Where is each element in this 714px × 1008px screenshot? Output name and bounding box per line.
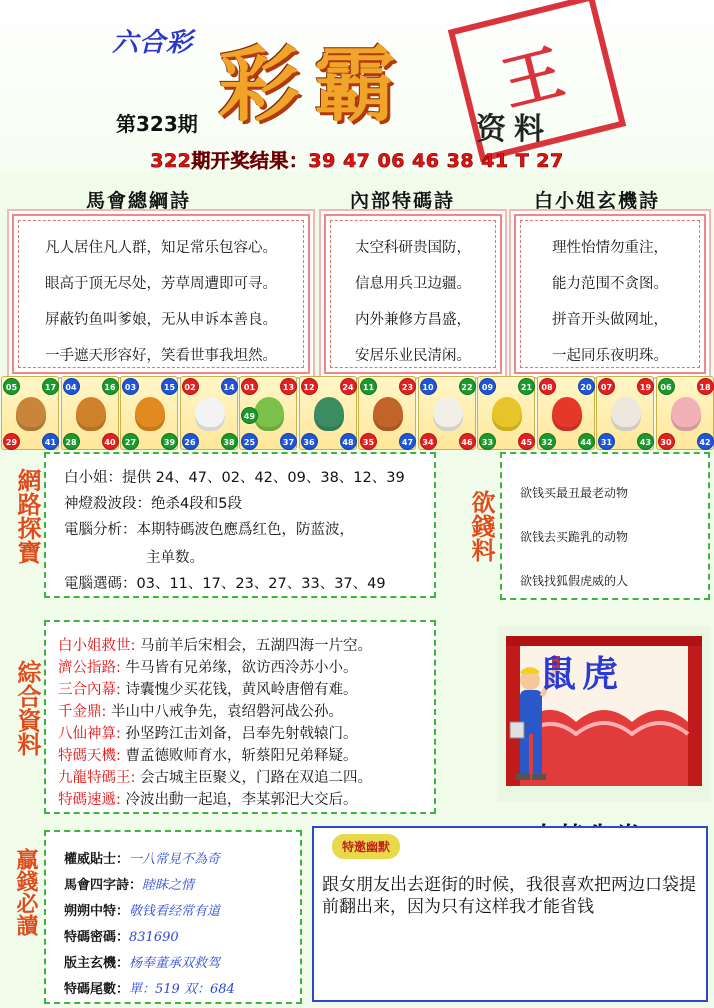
number-ball: 11: [360, 378, 377, 395]
number-ball: 09: [479, 378, 496, 395]
net-line-analysis-cont: 主单数。: [146, 550, 204, 566]
tip-row: [58, 722, 358, 743]
must-label: 特碼尾數：: [64, 982, 130, 997]
network-label: [12, 468, 42, 564]
poem-box-2: [324, 214, 502, 374]
poem-title-1: 馬會總綱詩: [86, 190, 192, 212]
tips-label-text: 綜合資料: [13, 660, 42, 756]
tips-box: [44, 620, 436, 814]
poem-2-line-3: 内外兼修方昌盛，: [355, 312, 471, 328]
tip-label: 千金鼎:: [58, 704, 107, 720]
issue-number: 第323期: [116, 112, 198, 136]
hot-zodiac-text: 鼠虎: [540, 653, 625, 695]
must-value: 831690: [129, 930, 179, 945]
must-value: 一八常見不為奇: [129, 852, 221, 867]
paint-bucket: [510, 722, 524, 738]
number-ball: 18: [697, 378, 714, 395]
draw-result: 322期开奖结果：39 47 06 46 38 41 T 27: [150, 150, 564, 172]
tiger-icon: [135, 397, 165, 431]
zodiac-card: [358, 376, 416, 450]
number-ball: 41: [42, 433, 59, 450]
number-ball: 04: [63, 378, 80, 395]
tip-value: 会古城主臣聚义，门路在双追二四。: [140, 770, 372, 786]
number-ball: 26: [182, 433, 199, 450]
number-ball: 25: [241, 433, 258, 450]
number-ball: 03: [122, 378, 139, 395]
tip-label: 八仙神算:: [58, 726, 121, 742]
must-row: [64, 900, 220, 919]
ziliao-label: 资料: [476, 112, 552, 147]
number-ball: 14: [221, 378, 238, 395]
number-ball: 28: [63, 433, 80, 450]
net-line-bxj: 白小姐：提供 24、47、02、42、09、38、12、39: [64, 470, 405, 486]
tip-value: 半山中八戒争先，袁绍磐河战公孙。: [111, 704, 343, 720]
must-label: 馬會四字詩：: [64, 878, 143, 893]
poem-1-line-3: 屏蔽钓鱼叫爹娘，无从申诉本善良。: [45, 312, 277, 328]
zodiac-card: [418, 376, 476, 450]
rat-icon: [16, 397, 46, 431]
tip-value: 曹孟德败师育水，斩蔡阳兄弟释疑。: [125, 748, 358, 764]
number-ball: 10: [420, 378, 437, 395]
number-ball: 20: [578, 378, 595, 395]
humor-box: [312, 826, 708, 1002]
tip-row: [58, 678, 358, 699]
number-ball: 30: [658, 433, 675, 450]
poem-1-line-2: 眼高于顶无尽处，芳草周遭即可寻。: [45, 276, 277, 292]
zodiac-card: [239, 376, 297, 450]
rabbit-icon: [195, 397, 225, 431]
must-row: [64, 978, 235, 997]
must-read-box: [44, 830, 302, 1004]
pig-icon: [671, 397, 701, 431]
poem-title-2: 內部特碼詩: [350, 190, 456, 212]
zodiac-card: [537, 376, 595, 450]
number-ball: 27: [122, 433, 139, 450]
tips-label: [12, 660, 42, 756]
number-ball: 19: [637, 378, 654, 395]
number-ball: 39: [161, 433, 178, 450]
poem-3-line-1: 理性怡情勿重注，: [552, 240, 668, 256]
zodiac-card: [299, 376, 357, 450]
net-line-pick: 電腦選碼：03、11、17、23、27、33、37、49: [64, 576, 386, 592]
tip-row: [58, 788, 358, 809]
money-line-3: 欲钱找狐假虎威的人: [520, 574, 629, 588]
net-line-shendeng: 神燈殺波段：绝杀4段和5段: [64, 496, 242, 512]
number-ball: 36: [301, 433, 318, 450]
tip-label: 三合內幕:: [58, 682, 121, 698]
poem-box-3: [514, 214, 706, 374]
zodiac-card: [61, 376, 119, 450]
must-value: 敬钱看经常有道: [129, 904, 221, 919]
must-row: [64, 874, 194, 893]
poem-1-line-1: 凡人居住凡人群，知足常乐包容心。: [45, 240, 277, 256]
must-label-text: 贏錢必讀: [13, 848, 39, 936]
tip-value: 孙坚跨江击刘备，吕奉先射戟辕门。: [125, 726, 358, 742]
poem-title-3: 白小姐玄機詩: [534, 190, 661, 212]
money-label: [466, 490, 496, 562]
number-ball: 49: [241, 407, 258, 424]
poem-3-line-3: 拼音开头做网址，: [552, 312, 668, 328]
zodiac-card: [120, 376, 178, 450]
number-ball: 16: [102, 378, 119, 395]
tip-label: 九龍特碼王:: [58, 770, 136, 786]
number-ball: 02: [182, 378, 199, 395]
humor-text: 跟女朋友出去逛街的时候，我很喜欢把两边口袋提前翻出来，因为只有这样我才能省钱: [322, 875, 696, 917]
must-row: [64, 848, 220, 867]
number-ball: 48: [340, 433, 357, 450]
number-ball: 42: [697, 433, 714, 450]
must-label: 權威貼士：: [64, 852, 130, 867]
number-ball: 24: [340, 378, 357, 395]
number-ball: 35: [360, 433, 377, 450]
header: [0, 0, 714, 172]
must-row: [64, 926, 179, 945]
tip-label: 白小姐救世:: [58, 638, 136, 654]
brand-logo: 六合彩: [112, 28, 194, 58]
zodiac-card: [656, 376, 714, 450]
number-ball: 17: [42, 378, 59, 395]
number-ball: 37: [280, 433, 297, 450]
number-ball: 23: [399, 378, 416, 395]
net-line-analysis: 電腦分析：本期特碼波色應爲红色，防蓝波，: [64, 522, 354, 538]
must-label: [12, 848, 42, 936]
tip-row: [58, 634, 372, 655]
goat-icon: [433, 397, 463, 431]
poem-2-line-1: 太空科研贵国防，: [355, 240, 471, 256]
number-ball: 38: [221, 433, 238, 450]
network-label-text: 網路探寶: [13, 468, 42, 564]
number-ball: 31: [598, 433, 615, 450]
tip-row: [58, 766, 372, 787]
number-ball: 29: [3, 433, 20, 450]
number-ball: 07: [598, 378, 615, 395]
number-ball: 08: [539, 378, 556, 395]
number-ball: 44: [578, 433, 595, 450]
humor-tag: 特邀幽默: [332, 834, 400, 859]
number-ball: 40: [102, 433, 119, 450]
money-box: [500, 452, 710, 600]
number-ball: 06: [658, 378, 675, 395]
monkey-icon: [492, 397, 522, 431]
tip-label: 特碼天機:: [58, 748, 121, 764]
poem-3-line-4: 一起同乐夜明珠。: [552, 348, 668, 364]
zodiac-card: [596, 376, 654, 450]
right-pillar: [688, 636, 702, 786]
tip-value: 冷波出動一起追，李某郭汜大交后。: [125, 792, 358, 808]
number-ball: 13: [280, 378, 297, 395]
must-row: [64, 952, 220, 971]
must-label: 特碼密碼：: [64, 930, 130, 945]
zodiac-card: [1, 376, 59, 450]
number-ball: 12: [301, 378, 318, 395]
money-line-1: 欲钱买最丑最老动物: [520, 486, 629, 500]
money-label-text: 欲錢料: [467, 490, 496, 562]
number-ball: 34: [420, 433, 437, 450]
tip-value: 牛马皆有兄弟缘，欲访西泠苏小小。: [125, 660, 358, 676]
zodiac-card: [180, 376, 238, 450]
number-ball: 01: [241, 378, 258, 395]
number-ball: 33: [479, 433, 496, 450]
stamp-text: 王: [495, 35, 579, 121]
number-ball: 43: [637, 433, 654, 450]
horse-icon: [373, 397, 403, 431]
number-ball: 46: [459, 433, 476, 450]
poem-box-1: [12, 214, 310, 374]
network-box: [44, 452, 436, 598]
must-label: 朔朔中特：: [64, 904, 130, 919]
must-value: 杨奉董承双救驾: [129, 956, 221, 971]
tip-label: 特碼速遞:: [58, 792, 121, 808]
must-label: 版主玄機：: [64, 956, 130, 971]
zodiac-card: [477, 376, 535, 450]
number-ball: 32: [539, 433, 556, 450]
tip-label: 濟公指路:: [58, 660, 121, 676]
page-title: 彩霸: [218, 37, 411, 133]
tip-value: 马前羊后宋相会，五湖四海一片空。: [140, 638, 372, 654]
must-value: 睦眛之情: [142, 878, 195, 893]
poem-1-line-4: 一手遮天形容好，笑看世事我坦然。: [45, 348, 277, 364]
poem-2-line-2: 信息用兵卫边疆。: [355, 276, 471, 292]
must-value: 單：519 双：684: [129, 982, 235, 997]
tip-value: 诗囊愧少买花钱，黄风岭唐僧有难。: [125, 682, 358, 698]
snake-icon: [314, 397, 344, 431]
poem-2-line-4: 安居乐业民清闲。: [355, 348, 471, 364]
dog-icon: [611, 397, 641, 431]
number-ball: 21: [518, 378, 535, 395]
tip-row: [58, 744, 358, 765]
tip-row: [58, 700, 343, 721]
number-ball: 22: [459, 378, 476, 395]
dragon-icon: [254, 397, 284, 431]
number-ball: 47: [399, 433, 416, 450]
tip-row: [58, 656, 358, 677]
left-pillar: [506, 636, 520, 786]
money-line-2: 欲钱去买跪乳的动物: [520, 530, 629, 544]
number-ball: 05: [3, 378, 20, 395]
rooster-icon: [552, 397, 582, 431]
number-ball: 15: [161, 378, 178, 395]
zodiac-strip: [0, 376, 714, 452]
poem-3-line-2: 能力范围不贪图。: [552, 276, 668, 292]
number-ball: 45: [518, 433, 535, 450]
ox-icon: [76, 397, 106, 431]
